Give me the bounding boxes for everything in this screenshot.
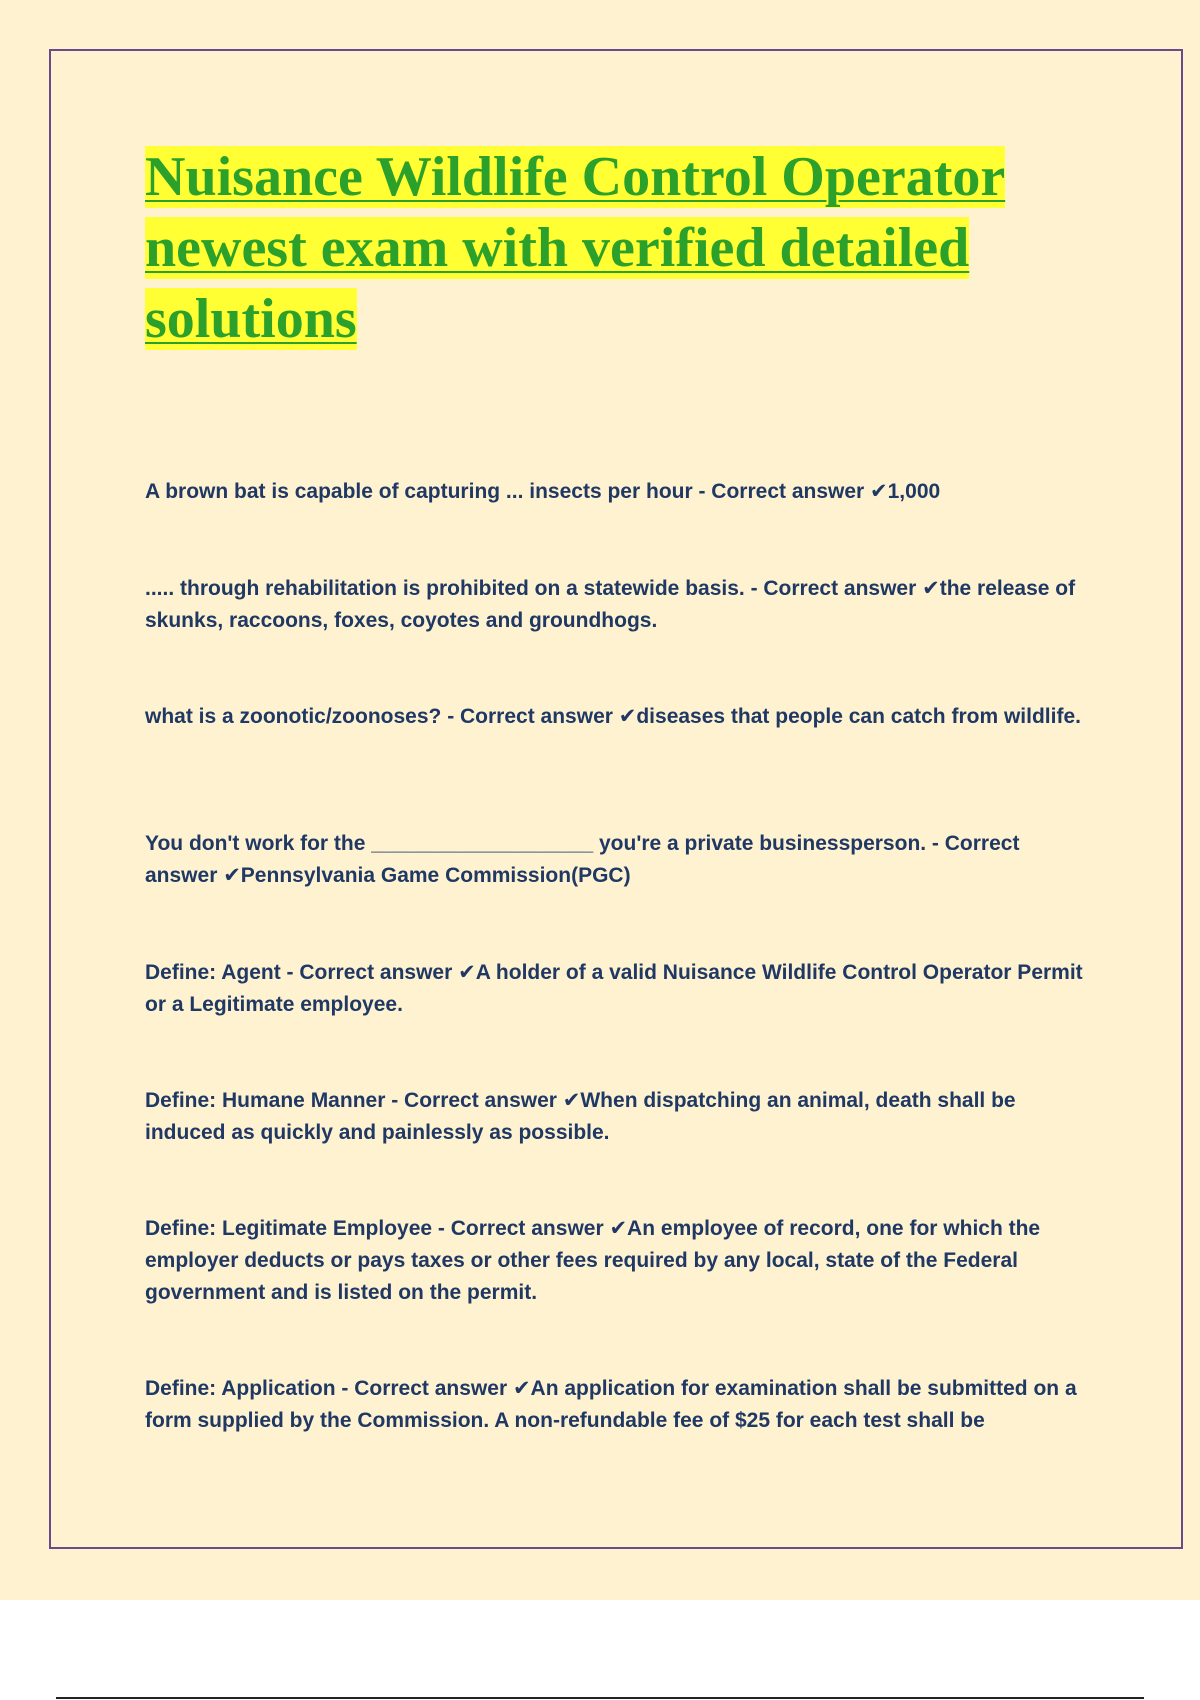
document-title [145,142,1045,355]
qa-item-8: Define: Application - Correct answer ✔An application for examination shall be submitted on a form supplied by the Commission. A non-refundable fee of $25 for each test shall be [145,1377,1077,1432]
footer-rule [56,1697,1144,1699]
qa-item-3: what is a zoonotic/zoonoses? - Correct answer ✔diseases that people can catch from wildlife. [145,705,1081,728]
qa-item-7: Define: Legitimate Employee - Correct answer ✔An employee of record, one for which the employer deducts or pays taxes or other fees required by any local, state of the Federal government and is listed on the permit. [145,1217,1041,1304]
qa-item-5: Define: Agent - Correct answer ✔A holder of a valid Nuisance Wildlife Control Operator Permit or a Legitimate employee. [145,961,1083,1016]
qa-item-1: A brown bat is capable of capturing ... insects per hour - Correct answer ✔1,000 [145,480,941,503]
qa-item-2: ..... through rehabilitation is prohibited on a statewide basis. - Correct answer ✔the release of skunks, raccoons, foxes, coyotes and groundhogs. [145,577,1076,632]
qa-item-6: Define: Humane Manner - Correct answer ✔When dispatching an animal, death shall be induced as quickly and painlessly as possible. [145,1089,1016,1144]
qa-item-4: You don't work for the ___________________ you're a private businessperson. - Correct answer ✔Pennsylvania Game Commission(PGC) [145,832,1020,887]
document-title-text: Nuisance Wildlife Control Operator newest exam with verified detailed solutions [145,146,1006,350]
